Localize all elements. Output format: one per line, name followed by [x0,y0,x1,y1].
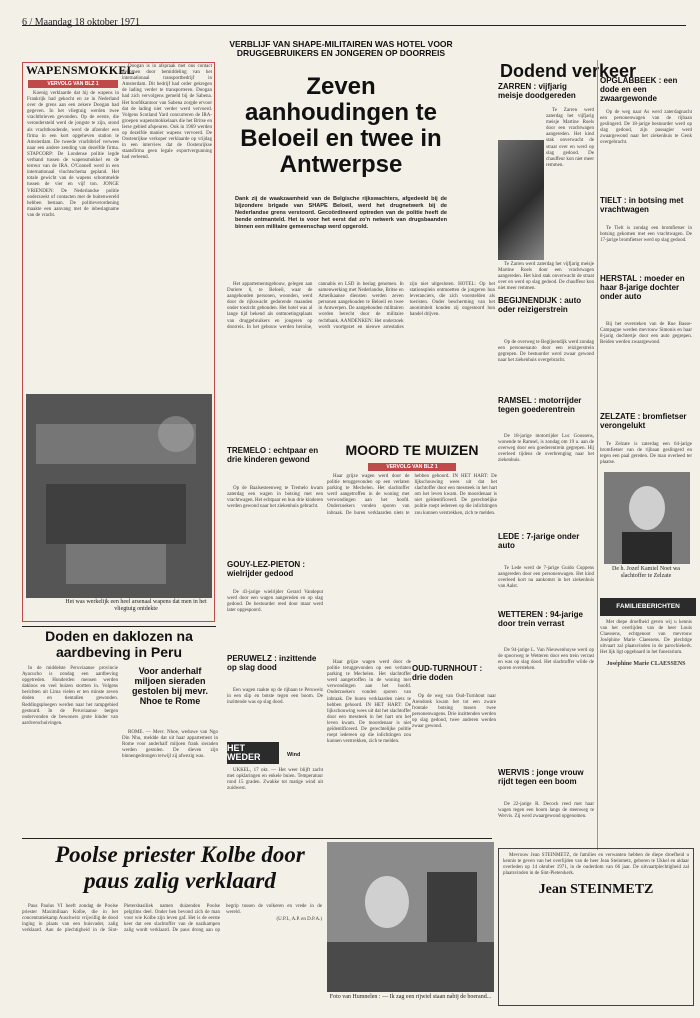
wapensmokkel-body: Koenig verklaarde dat hij de wapens in Frankrijk had gekocht en ze in Nederland over de grens aan een zekere Doogan had gegeven. In het vliegtuig werden twee vrachtbrieven gevonden. Op de eerste, die verondersteld werd de jongste te zijn, stond als vrachthoudende, werd de afzender een firma in een kort opgeheven station te Amsterdam. De tweede vrachtbrief verwees naar een andere zending van dezelfde firma. STAPCORP: De Londense politie legde verband tussen de wapensmokkel en de terreur van de IRA. O'Connell werd in een internationaal vluchtschema gepland. Het totale gewicht van de wapens schommelde tussen de vier en vijf ton. JONGE VRIENDEN: De Nederlandse politie onderzoekt of contacten met de buitenwereld hebben bestaan. De politieverordening maakte een aanvang met de inbeslagname van de vracht. [27,91,119,218]
wapensmokkel-photo [26,394,212,598]
opglabbeek-head: OPGLABBEEK : een dode en een zwaargewonde [600,76,678,103]
page-header [22,10,222,28]
zelzate-body: Te Zelzate is zaterdag een 64-jarige bromfietser van de rijbaan geslingerd en tegen een paal gereden. De man overleed ter plaatse. [600,442,692,466]
moord-kicker: VERVOLG VAN BLZ 1 [368,463,456,471]
peru-title: Doden en daklozen na aardbeving in Peru [45,628,193,660]
tielt-body: Te Tielt is zondag een bromfietser in botsing gekomen met een vrachtwagen. De 17-jarige bromfietser werd op slag gedood. [600,226,692,244]
herstal-body: Bij het oversteken van de Rue Basse-Campagne werden mevrouw Simonis en haar 8-jarig dochtertje door een auto gegrepen. Beiden werden zwaargewond. [600,322,692,346]
familie-names: Joséphine Marie CLAESSENS [606,660,686,667]
header-rule [22,25,686,26]
moord-body: Haar grijze wagen werd door de politie teruggevonden op een verlaten parking te Mechelen. Het slachtoffer werd aangetroffen in de woning met verwondingen aan het hoofd. Onderzoekers vonden sporen van inbraak. De buren verklaarden niets te hebben gehoord. IN HET HART: De lijkschouwing wees uit dat het slachtoffer door een messteek in het hart om het leven kwam. De moordenaar is niet geïdentificeerd. De gerechtelijke politie roept iedereen op die inlichtingen zou kunnen verstrekken, zich te melden. [327,474,497,516]
shape-headline: Zeven aanhoudingen te Beloeil en twee in Antwerpse [240,73,442,178]
arsenal-photo-art [26,394,212,598]
tielt-head: TIELT : in botsing met vrachtwagen [600,196,684,214]
kolbe-photo-caption: Foto van Humnelen : — Ik zag een rijwiel staan nabij de boerand... [329,994,492,1000]
col-divider [597,60,598,850]
dodend-title: Dodend verkeer [500,61,637,81]
tremelo-body: Op de Baalsesteenweg te Tremelo kwam zaterdag een wagen in botsing met een vrachtwagen. Het echtpaar en hun drie kinderen werden gewond naar het ziekenhuis gebracht. [227,486,323,510]
familie-body: Met diepe droefheid geven wij u kennis van het overlijden van de heer Louis Claessens, echtgenoot van mevrouw Joséphine Marie Claessens. De plechtige uitvaart zal plaatsvinden in de parochiekerk. Het lijk ligt opgebaard in het funerarium. Joséphine Marie CLAESSENS [600,620,692,667]
kolbe-title: Poolse priester Kolbe door paus zalig verklaard [55,842,305,893]
oud-turnhout-head: OUD-TURNHOUT : drie doden [412,664,483,682]
ramsel-body: De 18-jarige motorrijder Luc Goossens, wonende te Ramsel, is zondag om 19 u. aan de overweg door een goederentrein gegrepen. Hij overleed tijdens de overbrenging naar het ziekenhuis. [498,434,594,464]
zarren-block: ZARREN : vijfjarig meisje doodgereden [498,82,576,100]
steinmetz-notice: Mevrouw Jean STEINMETZ, de families en verwanten hebben de diepe droefheid u kennis te geven van het overlijden van de heer Jean Steinmetz, geboren te Ukkel en aldaar overleden op 14 oktober 1971, in de ouderdom van 66 jaar. De uitvaartplechtigheid zal plaatsvinden in de Sint-Pieterskerk. Jean STEINMETZ [498,848,694,1006]
oud-turnhout-body: Op de weg van Oud-Turnhout naar Arendonk kwam het tot een zware frontale botsing tussen twee personenwagens. Drie inzittenden werden op slag gedood, twee anderen werden zwaar gewond. [412,694,496,730]
tremelo-head: TREMELO : echtpaar en drie kinderen gewond [227,446,319,464]
moord-body-2: Haar grijze wagen werd door de politie teruggevonden op een verlaten parking te Mechelen. Het slachtoffer werd aangetroffen in de woning met verwondingen aan het hoofd. Onderzoekers vonden sporen van inbraak. De buren verklaarden niets te hebben gehoord. IN HET HART: De lijkschouwing wees uit dat het slachtoffer door een messteek in het hart om het leven kwam. De moordenaar is niet geïdentificeerd. De gerechtelijke politie roept iedereen op die inlichtingen zou kunnen verstrekken, zich te melden. [327,660,411,745]
peruwelz-body: Een wagen raakte op de rijbaan te Peruwelz in een slip en botste tegen een boom. De inzittende was op slag dood. [227,688,323,706]
peru-rule [22,626,216,627]
wervis-body: De 22-jarige R. Decock reed met haar wagen tegen een boom langs de steenweg te Wervis. Zij werd zwaargewond opgenomen. [498,802,594,820]
shape-body: Het appartementsgebouw, gelegen aan Duriere 6, te Beloeil, waar de aangehouden personen, woonden, werd door de rijkswacht gedurende maanden onder toezicht gehouden. Het hotel was al lange tijd bekend als ontmoetingsplaats van druggebruikers en jongeren op doorreis. In het gebouw werden heroïne, cannabis en LSD in beslag genomen. In samenwerking met Nederlandse, Britse en Amerikaanse diensten werden zeven personen aangehouden te Beloeil en twee in Antwerpen. De aangehouden militairen worden berecht door de militaire rechtbank. AANDENKEN: Het onderzoek wordt voortgezet en nieuwe arrestaties zijn niet uitgesloten. HOTEL: Op het stationsplein ontmoetten de jongeren hun leveranciers, die zich voorstelden als toeristen. Onder bescherming van het anonimiteit konden zij ongestoord hun handel drijven. [227,282,495,330]
wapensmokkel-kicker: VERVOLG VAN BLZ 1 [28,80,118,88]
wetteren-head: WETTEREN : 94-jarige door trein verrast [498,610,583,628]
herstal-head: HERSTAL : moeder en haar 8-jarige dochter onder auto [600,274,685,301]
peru-body: In de middelste Peruviaanse provincie Ayacucho is zondag een aardbeving opgetreden. Honderden mensen werden dakloos en veel huizen stortten in. Volgens berichten uit Lima vielen er ten minste zeven doden en tientallen gewonden. Reddingsploegen werden naar het rampgebied gestuurd. In de Peruviaanse bergen ondervonden de bewoners grote hinder van aardverschuivingen. [22,666,118,726]
portrait-caption: De h. Jozef Kamiel Noet wa slachtoffer te Zelzate [612,566,680,579]
shape-kicker: VERBLIJF VAN SHAPE-MILITAIREN WAS HOTEL VOOR DRUGGEBRUIKERS EN JONGEREN OP DOORREIS [229,39,453,58]
peruwelz-head: PERUWELZ : inzittende op slag dood [227,654,317,672]
cyclist-photo-art [327,842,494,992]
gouy-head: GOUY-LEZ-PIETON : wielrijder gedood [227,560,306,578]
page-date-line: 6 / Maandag 18 oktober 1971 [22,17,141,28]
ramsel-head: RAMSEL : motorrijder tegen goederentrein [498,396,582,414]
lede-head: LEDE : 7-jarige onder auto [498,532,580,550]
lede-body: Te Lede werd de 7-jarige Guido Coppens aangereden door een personenwagen. Het kind overleed kort na aankomst in het ziekenhuis van Aalst. [498,566,594,590]
weather-box: HET WEDER Wind UKKEL, 17 okt. — Het weer blijft zacht met opklaringen en enkele buien. Temperatuur rond 15 graden. Zwakke tot matige wind uit zuidwest. [227,742,323,792]
zelzate-head: ZELZATE : bromfietser verongelukt [600,412,687,430]
wapensmokkel-title: WAPENSMOKKEL [26,63,135,77]
kolbe-body: Paus Paulus VI heeft zondag de Poolse priester Maximiliaan Kolbe, die in het concentratiekamp Auschwitz vrijwillig de dood inging in plaats van een huisvader, zalig verklaard. Aan de plechtigheid in de Sint-Pietersbasiliek namen duizenden Poolse pelgrims deel. Onder hen bevond zich de man voor wie Kolbe zijn leven gaf. Het is de eerste keer dat een slachtoffer van de nazikampen zalig wordt verklaard. De paus drong aan op begrip tussen de volkeren en vrede in de wereld. (U.P.I., A.P. en D.P.A.) [22,904,322,934]
portrait-photo [604,472,690,564]
gouy-body: De 43-jarige wielrijder Gerard Vandeput werd door een wagen aangereden en op slag gedood. De bestuurder reed door maar werd later opgespoord. [227,590,323,614]
shape-lead: Dank zij de waakzaamheid van de Belgische rijkswachters, afgedeeld bij de bijzondere brigade van SHAPE Beloeil, werd het drugnetwerk bij de Nederlandse grens verstoord. Gecoördineerd optreden van de politie heeft de bende ontmanteld. Het is voor het eerst dat zo'n netwerk van drugsbaanden binnen een militaire gemeenschap werd opgerold. [235,196,447,230]
wapensmokkel-photo-caption: Het was werkelijk een heel arsenaal wapens dat men in het vliegtuig ontdekte [65,599,207,612]
wetteren-body: De 94-jarige L. Van Nieuwenhuyse werd op de spoorweg te Wetteren door een trein verrast en was op slag dood. Het slachtoffer wilde de sporen oversteken. [498,648,594,672]
nhoe-body: ROME. — Mevr. Nhoe, weduwe van Ngo Din Nhu, meldde dat uit haar appartement in Rome voor anderhalf miljoen frank sieraden werden gestolen. De dieven zijn binnengedrongen terwijl zij afwezig was. [122,730,218,760]
begijnendijk-body: Op de overweg te Begijnendijk werd zondag een personenauto door een reizigerstrein gegrepen. De bestuurder werd zwaar gewond naar het ziekenhuis overgebracht. [498,340,594,364]
zarren-body-2: Te Zarren werd zaterdag het vijfjarig meisje Martine Roels door een vrachtwagen aangereden. Het kind stak onverwacht de straat over en werd op slag gedood. De chauffeur kon niet meer remmen. [498,262,594,292]
moord-title: MOORD TE MUIZEN [345,442,479,458]
wervis-head: WERVIS : jonge vrouw rijdt tegen een boom [498,768,584,786]
weather-banner: HET WEDER [227,742,279,764]
wapensmokkel-body-right: Doogan is in afspraak met ons contact gekomen door bemiddeling van het internationaal transportbedrijf in Amsterdam. Dit bedrijf had order gekregen de lading verder te transporteren. Doogan had zich vervolgens gemeld bij de Sabena. Het hoofdkantoor van Sabena zorgde ervoor dat de lading niet verder werd vervoerd. Volgens Scotland Yard concurreren de IRA-groepen wapensmokkelaars die het Britse en Ierse gebied afspeuren. Ook in 1969 werden op dezelfde manier wapens vervoerd. De Oostenrijkse verkoper verklaarde op vrijdag in een interview dat de Oostenrijkse staatsfirma geen legale exportvergunning had verleend. [122,64,212,161]
begijnendijk-head: BEGIJNENDIJK : auto oder reizigerstrein [498,296,582,314]
steinmetz-name: Jean STEINMETZ [538,882,654,898]
portrait-art [604,472,690,564]
familie-banner: FAMILIEBERICHTEN [600,598,696,616]
opglabbeek-body: Op de weg naar As werd zaterdagnacht een personenwagen van de rijbaan geslingerd. De 18-jarige bestuurder werd op slag gedood, zijn passagier werd zwaargewond naar het ziekenhuis te Genk overgebracht. [600,110,692,146]
kolbe-photo [327,842,494,992]
zarren-body: Te Zarren werd zaterdag het vijfjarig meisje Martine Roels door een vrachtwagen aangereden. Het kind stak onverwacht de straat over en werd op slag gedood. De chauffeur kon niet meer remmen. [546,108,594,168]
kolbe-rule [22,838,492,839]
zarren-photo [498,140,544,260]
nhoe-title: Voor anderhalf miljoen sieraden gestolen bij mevr. Nhoe te Rome [131,666,209,706]
